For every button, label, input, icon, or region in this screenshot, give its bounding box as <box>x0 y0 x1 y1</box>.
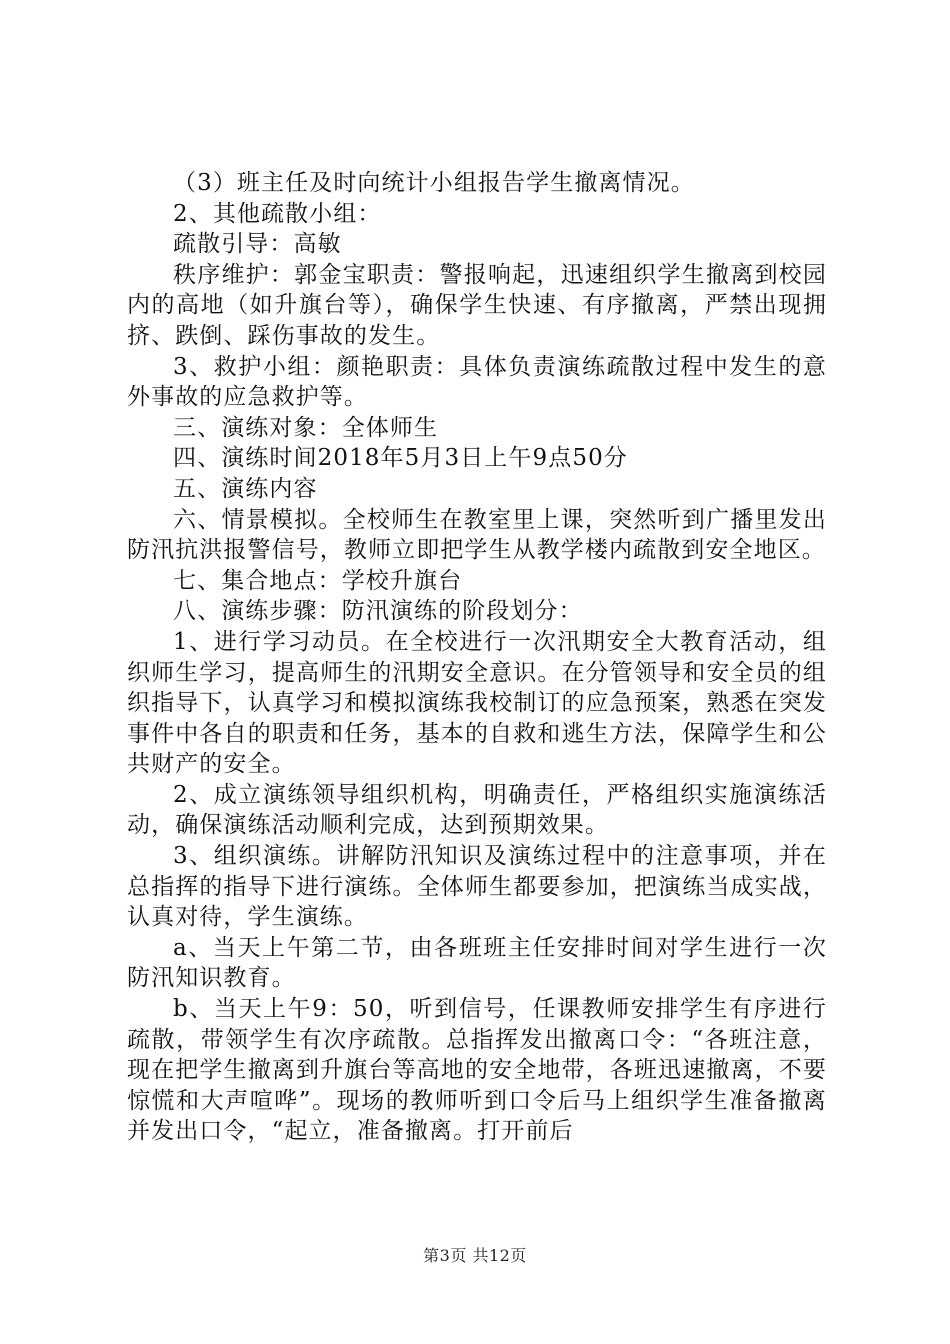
document-body <box>127 168 827 1147</box>
paragraph: 2、其他疏散小组： <box>173 200 382 227</box>
paragraph: 七、集合地点：学校升旗台 <box>173 567 463 594</box>
paragraph: 三、演练对象：全体师生 <box>173 414 439 441</box>
paragraph: 3、救护小组：颜艳职责：具体负责演练疏散过程中发生的意外事故的应急救护等。 <box>127 353 827 411</box>
paragraph: 秩序维护：郭金宝职责：警报响起，迅速组织学生撤离到校园内的高地（如升旗台等），确保学生快速、有序撤离，严禁出现拥挤、跌倒、踩伤事故的发生。 <box>127 261 827 349</box>
paragraph: a、当天上午第二节，由各班班主任安排时间对学生进行一次防汛知识教育。 <box>127 934 827 992</box>
paragraph: 1、进行学习动员。在全校进行一次汛期安全大教育活动，组织师生学习，提高师生的汛期安全意识。在分管领导和安全员的组织指导下，认真学习和模拟演练我校制订的应急预案，熟悉在突发事件中各自的职责和任务，基本的自救和逃生方法，保障学生和公共财产的安全。 <box>127 628 827 778</box>
paragraph: b、当天上午9：50，听到信号，任课教师安排学生有序进行疏散，带领学生有次序疏散。总指挥发出撤离口令：“各班注意，现在把学生撤离到升旗台等高地的安全地带，各班迅速撤离，不要惊慌和大声喧哗”。现场的教师听到口令后马上组织学生准备撤离并发出口令，“起立，准备撤离。打开前后 <box>127 996 827 1145</box>
paragraph: 3、组织演练。讲解防汛知识及演练过程中的注意事项，并在总指挥的指导下进行演练。全体师生都要参加，把演练当成实战，认真对待，学生演练。 <box>127 843 827 931</box>
paragraph: 疏散引导：高敏 <box>173 231 342 258</box>
paragraph: 五、演练内容 <box>173 475 318 502</box>
page-number-footer: 第3页 共12页 <box>423 1246 527 1265</box>
paragraph: 四、演练时间2018年5月3日上午9点50分 <box>173 445 628 472</box>
paragraph: 2、成立演练领导组织机构，明确责任，严格组织实施演练活动，确保演练活动顺利完成，达到预期效果。 <box>127 781 827 839</box>
paragraph: 六、情景模拟。全校师生在教室里上课，突然听到广播里发出防汛抗洪报警信号，教师立即把学生从教学楼内疏散到安全地区。 <box>127 506 827 564</box>
paragraph: 八、演练步骤：防汛演练的阶段划分： <box>173 598 583 625</box>
paragraph: （3）班主任及时向统计小组报告学生撤离情况。 <box>173 170 695 196</box>
